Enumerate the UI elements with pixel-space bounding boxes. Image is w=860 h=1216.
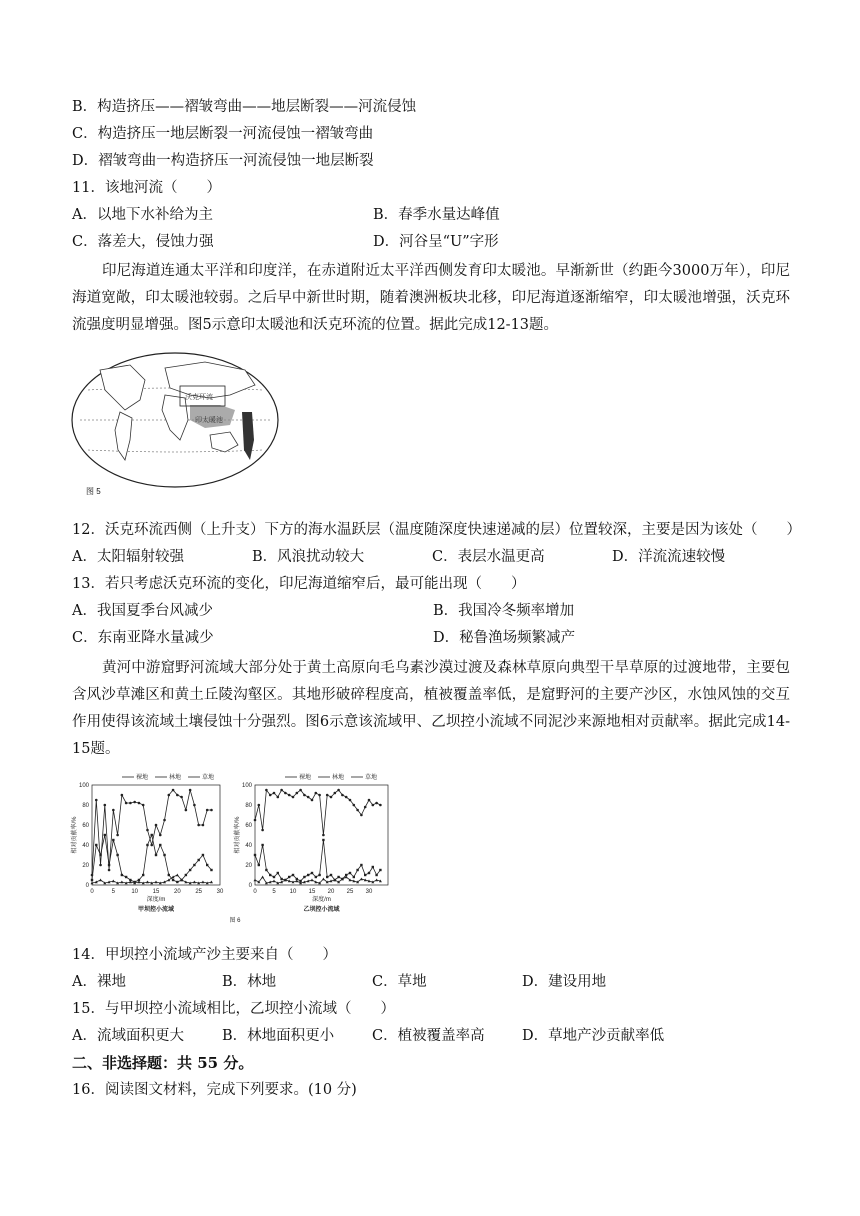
data-point <box>163 819 166 822</box>
q11-option-a: A．以地下水补给为主 <box>72 207 213 223</box>
figure-5-caption: 图 5 <box>86 487 101 496</box>
data-point <box>337 876 339 878</box>
data-point <box>185 874 187 876</box>
q12-option-a: A．太阳辐射较强 <box>72 549 184 565</box>
data-point <box>129 802 132 805</box>
data-point <box>254 819 257 822</box>
data-point <box>345 796 348 799</box>
data-point <box>193 864 195 866</box>
data-point <box>349 799 352 802</box>
chart-title: 乙坝控小流域 <box>303 907 340 913</box>
x-tick-label: 25 <box>346 889 354 895</box>
data-point <box>254 879 257 882</box>
data-point <box>172 879 174 881</box>
data-point <box>368 799 371 802</box>
x-tick-label: 0 <box>253 889 257 895</box>
q14-stem: 14．甲坝控小流域产沙主要来自（ ） <box>72 947 337 963</box>
data-point <box>261 844 263 846</box>
data-point <box>125 876 127 878</box>
q14-option-d: D．建设用地 <box>522 974 607 990</box>
q14-option-c: C．草地 <box>372 974 427 990</box>
x-tick-label: 20 <box>173 889 181 895</box>
data-point <box>360 864 362 866</box>
data-point <box>133 801 136 804</box>
data-point <box>261 876 264 879</box>
data-point <box>322 878 325 881</box>
y-tick-label: 0 <box>85 883 89 889</box>
data-point <box>307 796 310 799</box>
q12-option-b: B．风浪扰动较大 <box>252 549 365 565</box>
data-point <box>108 869 111 872</box>
q13-option-c: C．东南亚降水量减少 <box>72 630 214 646</box>
data-point <box>104 834 106 836</box>
data-point <box>292 874 294 876</box>
data-point <box>91 879 93 881</box>
y-tick-label: 20 <box>245 863 252 869</box>
q11-stem: 11．该地河流（ ） <box>72 180 221 196</box>
q14-option-b: B．林地 <box>222 974 277 990</box>
data-point <box>375 879 378 882</box>
data-point <box>159 834 162 837</box>
q15-option-a: A．流域面积更大 <box>72 1028 184 1044</box>
data-point <box>311 799 314 802</box>
data-point <box>258 804 261 807</box>
data-point <box>112 809 115 812</box>
q13-option-b: B．我国冷冬频率增加 <box>433 603 575 619</box>
y-tick-label: 0 <box>248 883 252 889</box>
data-point <box>269 794 272 797</box>
y-axis-label: 相对贡献率/% <box>235 816 241 854</box>
data-point <box>197 824 200 827</box>
y-tick-label: 80 <box>245 803 252 809</box>
q11-option-d: D．河谷呈“U”字形 <box>373 234 499 250</box>
data-point <box>112 839 114 841</box>
y-tick-label: 80 <box>82 803 89 809</box>
section-2-heading: 二、非选择题：共 55 分。 <box>72 1054 254 1072</box>
data-point <box>121 874 123 876</box>
data-point <box>99 864 102 867</box>
legend-label: 裸地 <box>136 775 149 781</box>
series-line-0 <box>255 840 380 881</box>
data-point <box>277 796 280 799</box>
x-tick-label: 10 <box>289 889 297 895</box>
data-point <box>104 804 107 807</box>
q11-option-c: C．落差大，侵蚀力强 <box>72 234 214 250</box>
data-point <box>125 802 128 805</box>
x-tick-label: 20 <box>327 889 335 895</box>
data-point <box>296 792 299 795</box>
data-point <box>150 844 153 847</box>
x-tick-label: 15 <box>152 889 160 895</box>
data-point <box>280 789 283 792</box>
data-point <box>159 844 161 846</box>
data-point <box>288 876 290 878</box>
data-point <box>189 789 192 792</box>
figure-5-map <box>70 350 285 500</box>
data-point <box>146 844 148 846</box>
y-tick-label: 60 <box>82 823 89 829</box>
data-point <box>368 872 370 874</box>
q15-option-b: B．林地面积更小 <box>222 1028 335 1044</box>
q13-stem: 13．若只考虑沃克环流的变化，印尼海道缩窄后，最可能出现（ ） <box>72 576 526 592</box>
q12-stem: 12．沃克环流西侧（上升支）下方的海水温跃层（温度随深度快速递减的层）位置较深，主要是因为该处（ ） <box>72 522 801 538</box>
data-point <box>121 794 124 797</box>
data-point <box>273 792 276 795</box>
data-point <box>261 829 264 832</box>
data-point <box>375 802 378 805</box>
data-point <box>258 864 260 866</box>
data-point <box>142 874 144 876</box>
x-tick-label: 5 <box>111 889 116 895</box>
data-point <box>372 866 374 868</box>
data-point <box>356 869 358 871</box>
data-point <box>353 804 356 807</box>
legend-label: 草地 <box>202 775 215 781</box>
data-point <box>303 876 305 878</box>
data-point <box>379 804 382 807</box>
data-point <box>349 872 351 874</box>
data-point <box>176 881 178 883</box>
data-point <box>202 824 205 827</box>
x-tick-label: 0 <box>90 889 94 895</box>
y-axis-label: 相对贡献率/% <box>72 816 78 854</box>
passage-14-15: 黄河中游窟野河流域大部分处于黄土高原向毛乌素沙漠过渡及森林草原向典型干旱草原的过渡地带，主要包含风沙草滩区和黄土丘陵沟壑区。其地形破碎程度高，植被覆盖率低，是窟野河的主要产沙区，水蚀风蚀的交互作用使得该流域土壤侵蚀十分强烈。图6示意该流域甲、乙坝控小流域不同泥沙来源地相对贡献率。据此完成14-15题。 <box>72 660 790 757</box>
series-line-1 <box>255 790 380 835</box>
legend-label: 裸地 <box>299 775 312 781</box>
data-point <box>116 834 119 837</box>
data-point <box>193 804 196 807</box>
data-point <box>299 789 302 792</box>
passage-12-13: 印尼海道连通太平洋和印度洋，在赤道附近太平洋西侧发育印太暖池。早渐新世（约距今3000万年），印尼海道宽敞，印太暖池较弱。之后早中新世时期，随着澳洲板块北移，印尼海道逐渐缩窄，印太暖池增强，沃克环流强度明显增强。图5示意印太暖池和沃克环流的位置。据此完成12-13题。 <box>72 263 790 333</box>
data-point <box>360 814 363 817</box>
data-point <box>91 874 94 877</box>
x-axis-label: 深度/m <box>146 897 166 903</box>
data-point <box>307 874 309 876</box>
data-point <box>315 792 318 795</box>
q15-option-d: D．草地产沙贡献率低 <box>522 1028 665 1044</box>
data-point <box>334 792 337 795</box>
data-point <box>356 809 359 812</box>
data-point <box>197 859 199 861</box>
data-point <box>284 792 287 795</box>
figure-6-caption: 图 6 <box>229 918 241 924</box>
q15-stem: 15．与甲坝控小流域相比，乙坝控小流域（ ） <box>72 1001 395 1017</box>
q13-option-d: D．秘鲁渔场频繁减产 <box>433 630 576 646</box>
data-point <box>364 806 367 809</box>
data-point <box>172 789 175 792</box>
data-point <box>142 804 145 807</box>
data-point <box>322 834 325 837</box>
data-point <box>206 864 208 866</box>
figure-6-charts <box>70 770 400 930</box>
data-point <box>273 880 276 883</box>
data-point <box>277 872 279 874</box>
x-tick-label: 30 <box>365 889 373 895</box>
data-point <box>364 874 366 876</box>
data-point <box>330 796 333 799</box>
data-point <box>138 802 141 805</box>
q16-stem: 16．阅读图文材料，完成下列要求。(10 分) <box>72 1082 357 1098</box>
q12-option-d: D．洋流流速较慢 <box>612 549 726 565</box>
data-point <box>318 874 320 876</box>
data-point <box>303 794 306 797</box>
data-point <box>163 854 165 856</box>
q10-option-c: C．构造挤压一地层断裂一河流侵蚀一褶皱弯曲 <box>72 126 374 142</box>
x-tick-label: 30 <box>216 889 224 895</box>
data-point <box>151 834 153 836</box>
data-point <box>146 829 149 832</box>
data-point <box>254 854 256 856</box>
data-point <box>202 854 204 856</box>
data-point <box>99 879 102 882</box>
data-point <box>375 874 377 876</box>
data-point <box>292 796 295 799</box>
label-walker: 沃克环流 <box>185 394 213 401</box>
x-tick-label: 10 <box>131 889 139 895</box>
data-point <box>315 876 317 878</box>
data-point <box>210 869 212 871</box>
x-axis-label: 深度/m <box>312 897 331 903</box>
legend-label: 林地 <box>332 775 345 781</box>
data-point <box>189 869 191 871</box>
data-point <box>372 804 375 807</box>
data-point <box>176 874 179 877</box>
q12-option-c: C．表层水温更高 <box>432 549 545 565</box>
q10-option-d: D．褶皱弯曲一构造挤压一河流侵蚀一地层断裂 <box>72 153 374 169</box>
data-point <box>210 809 213 812</box>
data-point <box>322 839 324 841</box>
x-tick-label: 25 <box>195 889 203 895</box>
q10-option-b: B．构造挤压——褶皱弯曲——地层断裂——河流侵蚀 <box>72 99 417 115</box>
y-tick-label: 100 <box>241 783 252 789</box>
data-point <box>116 854 118 856</box>
data-point <box>311 879 314 882</box>
data-point <box>185 809 188 812</box>
data-point <box>379 869 381 871</box>
x-tick-label: 15 <box>308 889 316 895</box>
data-point <box>155 854 157 856</box>
data-point <box>168 874 170 876</box>
data-point <box>168 794 171 797</box>
legend-label: 草地 <box>365 775 378 781</box>
data-point <box>326 794 329 797</box>
data-point <box>353 876 355 878</box>
data-point <box>311 872 313 874</box>
q11-option-b: B．春季水量达峰值 <box>373 207 500 223</box>
data-point <box>206 809 209 812</box>
y-tick-label: 100 <box>78 783 89 789</box>
chart-title: 甲坝控小流域 <box>137 907 175 913</box>
y-tick-label: 40 <box>245 843 252 849</box>
legend-label: 林地 <box>169 775 182 781</box>
data-point <box>265 869 267 871</box>
data-point <box>330 874 332 876</box>
y-tick-label: 60 <box>245 823 252 829</box>
q15-option-c: C．植被覆盖率高 <box>372 1028 485 1044</box>
data-point <box>326 876 328 878</box>
data-point <box>341 794 344 797</box>
label-pool: 印太暖池 <box>195 417 223 424</box>
q14-option-a: A．裸地 <box>72 974 126 990</box>
data-point <box>288 794 291 797</box>
data-point <box>273 876 275 878</box>
series-line-1 <box>92 790 211 875</box>
q13-option-a: A．我国夏季台风减少 <box>72 603 213 619</box>
y-tick-label: 20 <box>82 863 89 869</box>
data-point <box>95 799 98 802</box>
data-point <box>318 794 321 797</box>
data-point <box>337 789 340 792</box>
data-point <box>95 844 97 846</box>
data-point <box>155 824 158 827</box>
data-point <box>176 794 179 797</box>
y-tick-label: 40 <box>82 843 89 849</box>
data-point <box>360 878 363 881</box>
data-point <box>269 874 271 876</box>
x-tick-label: 5 <box>272 889 276 895</box>
data-point <box>180 796 183 799</box>
data-point <box>280 878 282 880</box>
data-point <box>265 789 268 792</box>
